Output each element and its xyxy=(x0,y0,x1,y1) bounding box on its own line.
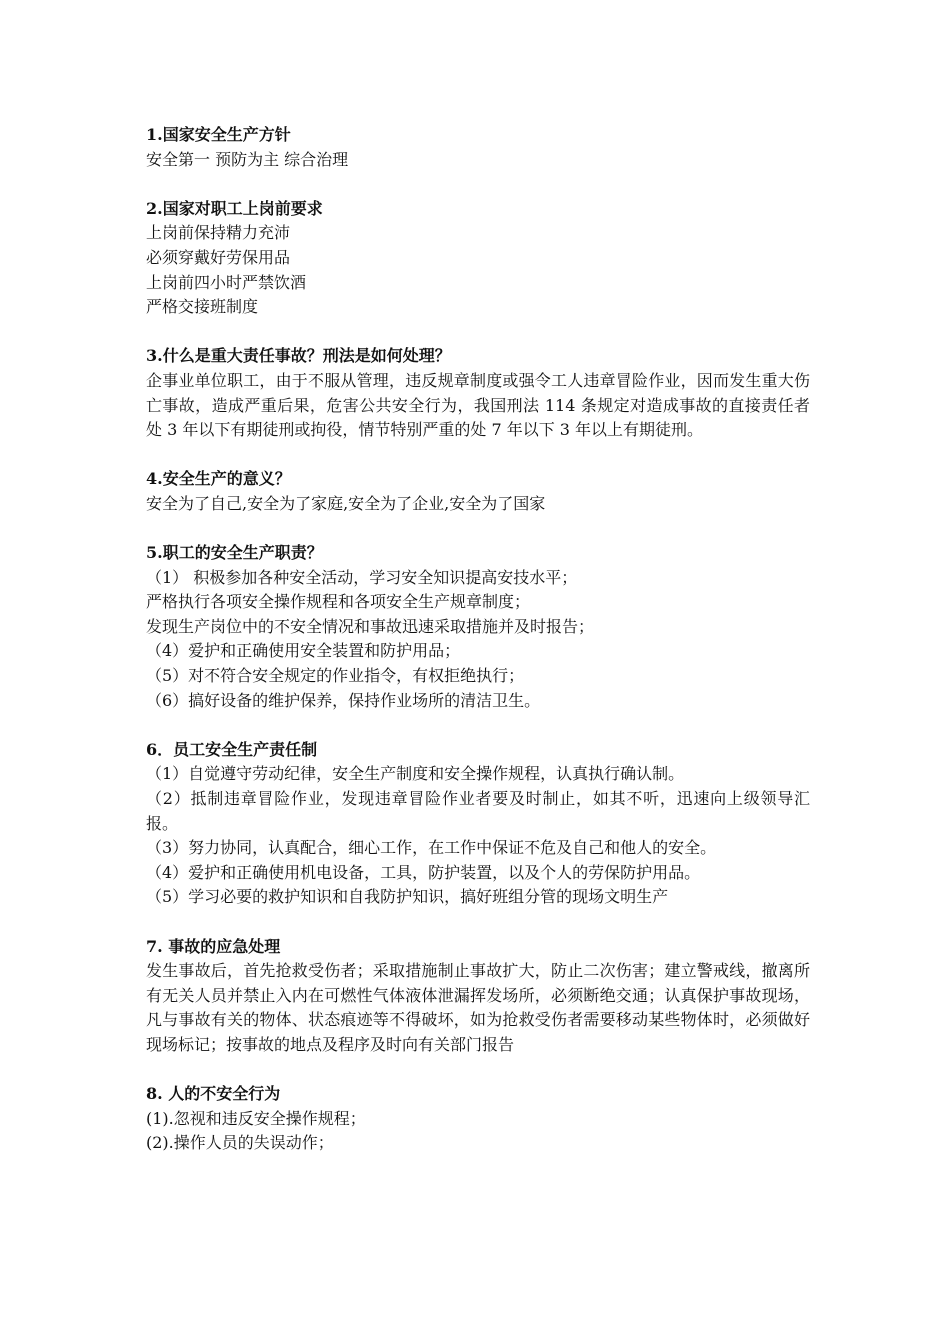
body-line: （4）爱护和正确使用安全装置和防护用品； xyxy=(146,641,461,661)
section-heading: 2.国家对职工上岗前要求 xyxy=(146,198,323,218)
list-item: （2）抵制违章冒险作业，发现违章冒险作业者要及时制止，如其不听，迅速向上级领导汇报。 xyxy=(146,789,810,833)
body-line: 安全为了自己,安全为了家庭,安全为了企业,安全为了国家 xyxy=(146,493,546,513)
body-paragraph: 企事业单位职工，由于不服从管理，违反规章制度或强令工人违章冒险作业，因而发生重大伤亡事故，造成严重后果，危害公共安全行为，我国刑法 114 条规定对造成事故的直接责任者处 3 年以下有期徒刑或拘役，情节特别严重的处 7 年以下 3 年以上有期徒刑。 xyxy=(146,370,810,440)
list-item: （5）学习必要的救护知识和自我防护知识，搞好班组分管的现场文明生产 xyxy=(146,887,669,907)
section-2 xyxy=(146,197,810,320)
section-heading: 4.安全生产的意义？ xyxy=(146,469,291,489)
body-line: （5）对不符合安全规定的作业指令，有权拒绝执行； xyxy=(146,666,525,686)
list-item: （4）爱护和正确使用机电设备，工具，防护装置，以及个人的劳保防护用品。 xyxy=(146,862,701,882)
body-line: (1).忽视和违反安全操作规程； xyxy=(146,1108,366,1128)
body-line: （1） 积极参加各种安全活动，学习安全知识提高安技水平； xyxy=(146,567,578,587)
section-heading: 5.职工的安全生产职责？ xyxy=(146,543,323,563)
list-item: （3）努力协同，认真配合，细心工作，在工作中保证不危及自己和他人的安全。 xyxy=(146,838,717,858)
body-line: 必须穿戴好劳保用品 xyxy=(146,247,291,267)
section-heading: 8. 人的不安全行为 xyxy=(146,1084,281,1104)
body-paragraph: 发生事故后，首先抢救受伤者；采取措施制止事故扩大，防止二次伤害；建立警戒线，撤离所有无关人员并禁止入内在可燃性气体液体泄漏挥发场所，必须断绝交通；认真保护事故现场，凡与事故有关的物体、状态痕迹等不得破坏，如为抢救受伤者需要移动某些物体时，必须做好现场标记；按事故的地点及程序及时向有关部门报告 xyxy=(146,961,810,1054)
body-line: （6）搞好设备的维护保养，保持作业场所的清洁卫生。 xyxy=(146,690,541,710)
section-6 xyxy=(146,738,810,910)
section-heading: 7. 事故的应急处理 xyxy=(146,936,281,956)
section-5 xyxy=(146,541,810,713)
body-line: 发现生产岗位中的不安全情况和事故迅速采取措施并及时报告； xyxy=(146,616,595,636)
section-heading: 3.什么是重大责任事故？刑法是如何处理？ xyxy=(146,346,451,366)
section-heading: 6．员工安全生产责任制 xyxy=(146,739,318,759)
section-1 xyxy=(146,123,810,172)
section-7 xyxy=(146,935,810,1058)
body-line: 严格交接班制度 xyxy=(146,297,259,317)
document-page xyxy=(146,123,810,1181)
section-3 xyxy=(146,344,810,442)
body-line: 上岗前四小时严禁饮酒 xyxy=(146,272,307,292)
body-line: 上岗前保持精力充沛 xyxy=(146,223,291,243)
body-line: 严格执行各项安全操作规程和各项安全生产规章制度； xyxy=(146,592,531,612)
section-heading: 1.国家安全生产方针 xyxy=(146,125,291,144)
list-item: （1）自觉遵守劳动纪律，安全生产制度和安全操作规程，认真执行确认制。 xyxy=(146,764,685,784)
section-4 xyxy=(146,467,810,516)
body-line: 安全第一 预防为主 综合治理 xyxy=(146,149,349,169)
section-8 xyxy=(146,1082,810,1156)
body-line: (2).操作人员的失误动作； xyxy=(146,1133,334,1153)
